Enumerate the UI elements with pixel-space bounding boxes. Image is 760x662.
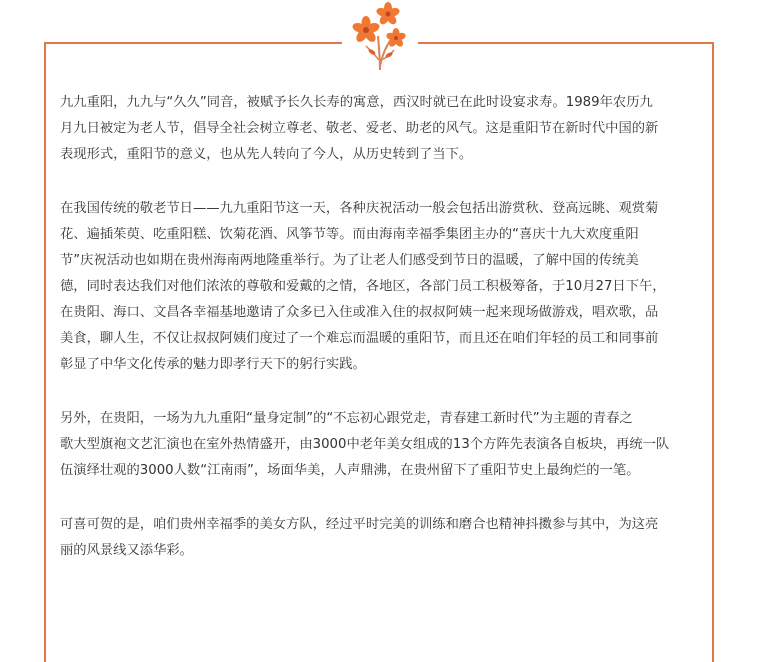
paragraph-line: 在我国传统的敬老节日——九九重阳节这一天，各种庆祝活动一般会包括出游赏秋、登高远眺、观赏菊	[60, 201, 659, 216]
paragraph-2	[60, 196, 710, 378]
paragraph-line: 美食，聊人生，不仅让叔叔阿姨们度过了一个难忘而温暖的重阳节，而且还在咱们年轻的员工和同事前	[60, 331, 659, 346]
paragraph-line: 德，同时表达我们对他们浓浓的尊敬和爱戴的之情，各地区，各部门员工积极筹备，于10月27日下午，	[60, 279, 666, 294]
article-body	[60, 90, 710, 592]
paragraph-4	[60, 512, 710, 564]
paragraph-line: 歌大型旗袍文艺汇演也在室外热情盛开，由3000中老年美女组成的13个方阵先表演各自板块，再统一队	[60, 437, 670, 452]
paragraph-line: 彰显了中华文化传承的魅力即孝行天下的躬行实践。	[60, 357, 366, 372]
paragraph-line: 可喜可贺的是，咱们贵州幸福季的美女方队，经过平时完美的训练和磨合也精神抖擞参与其中，为这亮	[60, 517, 659, 532]
paragraph-line: 节”庆祝活动也如期在贵州海南两地隆重举行。为了让老人们感受到节日的温暖，了解中国的传统美	[60, 253, 639, 268]
paragraph-line: 表现形式，重阳节的意义，也从先人转向了今人，从历史转到了当下。	[60, 147, 473, 162]
paragraph-3	[60, 406, 710, 484]
paragraph-line: 另外，在贵阳，一场为九九重阳“量身定制”的“不忘初心跟党走，青春建工新时代”为主题的青春之	[60, 411, 633, 426]
paragraph-line: 花、遍插茱萸、吃重阳糕、饮菊花酒、风筝节等。而由海南幸福季集团主办的“喜庆十九大欢度重阳	[60, 227, 639, 242]
paragraph-line: 丽的风景线又添华彩。	[60, 543, 193, 558]
orange-flower-icon	[342, 0, 418, 72]
paragraph-1	[60, 90, 710, 168]
paragraph-line: 九九重阳，九九与“久久”同音，被赋予长久长寿的寓意，西汉时就已在此时设宴求寿。1989年农历九	[60, 95, 653, 110]
paragraph-line: 伍演绎壮观的3000人数“江南雨”，场面华美，人声鼎沸，在贵州留下了重阳节史上最绚烂的一笔。	[60, 463, 640, 478]
paragraph-line: 月九日被定为老人节，倡导全社会树立尊老、敬老、爱老、助老的风气。这是重阳节在新时代中国的新	[60, 121, 659, 136]
paragraph-line: 在贵阳、海口、文昌各幸福基地邀请了众多已入住或准入住的叔叔阿姨一起来现场做游戏，唱欢歌，品	[60, 305, 659, 320]
